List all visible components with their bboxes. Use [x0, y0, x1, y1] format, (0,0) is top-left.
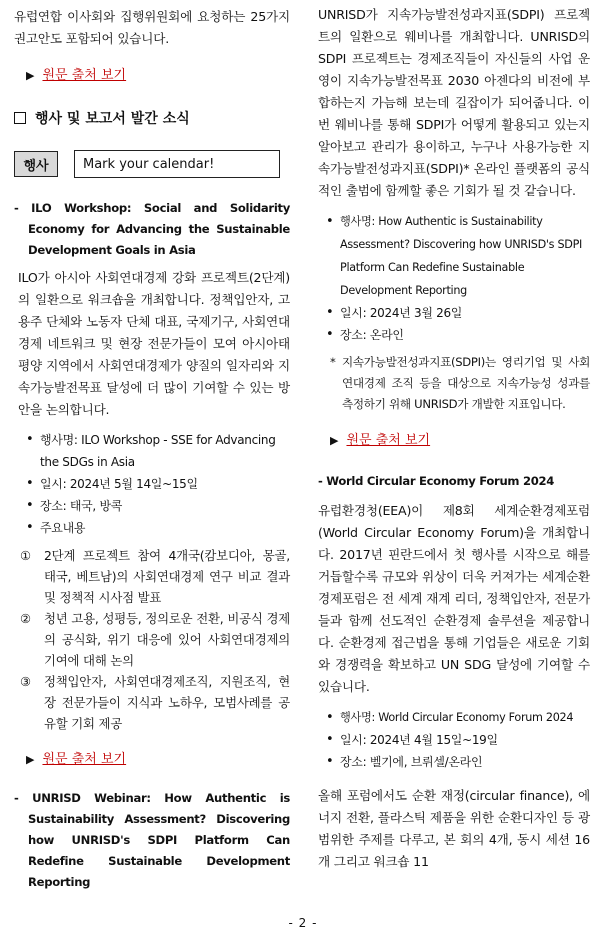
list-item: • 장소: 온라인: [326, 324, 590, 346]
event1-bullets: [14, 429, 290, 539]
footnote-text: 지속가능발전성과지표(SDPI)는 영리기업 및 사회연대경제 조직 등을 대상으로 지속가능성 성과를 측정하기 위해 UNRISD가 개발한 지표입니다.: [342, 355, 590, 411]
page-number: - 2 -: [288, 916, 318, 930]
footnote: [318, 352, 590, 415]
source-link-2[interactable]: [14, 750, 290, 770]
list-item: • 일시: 2024년 3월 26일: [326, 302, 590, 324]
list-item: • 행사명: World Circular Economy Forum 2024: [326, 706, 590, 729]
event-tag-text: Mark your calendar!: [74, 150, 280, 178]
asterisk-mark: *: [330, 355, 336, 369]
source-link-3[interactable]: [318, 431, 590, 451]
event2-bullets: [318, 210, 590, 346]
source-link-1[interactable]: [14, 66, 290, 86]
list-item: • 일시: 2024년 5월 14일~15일: [26, 473, 290, 495]
event3-body: 유럽환경청(EEA)이 제8회 세계순환경제포럼(World Circular Economy Forum)을 개최합니다. 2017년 핀란드에서 첫 행사를 시작으로 해를 거듭할수록 규모와 위상이 더욱 커져가는 세계순환경제포럼은 전 세계 재계 리더, 정책입안자, 전문가들과 함께 선도적인 순환경제 솔루션을 제공합니다. 순환경제 접근법을 통해 기업들은 새로운 기회와 경쟁력을 확보하고 UN SDG 달성에 기여할 수 있습니다.: [318, 503, 590, 694]
event1-numbered-list: [14, 545, 290, 734]
list-item: • 주요내용: [26, 517, 290, 539]
triangle-right-icon: ▶: [26, 753, 35, 766]
event2-body: UNRISD가 지속가능발전성과지표(SDPI) 프로젝트의 일환으로 웨비나를 개최합니다. UNRISD의 SDPI 프로젝트는 경제조직들이 자신들의 사업 운영이 지속가능발전목표 2030 아젠다의 비전에 부합하는지 가늠해 보는데 길잡이가 되어줍니다. 이번 웨비나를 통해 SDPI가 어떻게 활용되고 있는지 알아보고 관리가 용이하고, 누구나 사용가능한 지속가능발전성과지표(SDPI)* 온라인 플랫폼의 공식적인 출범에 함께할 좋은 기회가 될 것 같습니다.: [318, 7, 590, 198]
event-tag-label: 행사: [14, 151, 58, 177]
list-item: • 장소: 태국, 방콕: [26, 495, 290, 517]
event-tag-row: [14, 150, 290, 178]
checkbox-square-icon: [14, 112, 26, 124]
list-item: • 행사명: How Authentic is Sustainability Assessment? Discovering how UNRISD's SDPI Platform Can Redefine Sustainable Development Reporting: [326, 210, 590, 302]
left-column: [14, 0, 290, 893]
intro-paragraph: 유럽연합 이사회와 집행위원회에 요청하는 25가지 권고안도 포함되어 있습니다.: [14, 9, 290, 46]
numbered-item: ① 2단계 프로젝트 참여 4개국(캄보디아, 몽골, 태국, 베트남)의 사회연대경제 연구 비교 결과 및 정책적 시사점 발표: [20, 548, 290, 605]
right-column: [318, 0, 590, 873]
event3-title: - World Circular Economy Forum 2024: [318, 474, 555, 488]
source-link-text[interactable]: 원문 출처 보기: [346, 433, 431, 448]
list-item: • 일시: 2024년 4월 15일~19일: [326, 729, 590, 751]
event3-body-continued: 올해 포럼에서도 순환 재정(circular finance), 에너지 전환, 플라스틱 제품을 위한 순환디자인 등 광범위한 주제를 다루고, 본 회의 4개, 동시 세션 16개 그리고 워크숍 11: [318, 788, 590, 869]
source-link-text[interactable]: 원문 출처 보기: [42, 752, 127, 767]
source-link-text[interactable]: 원문 출처 보기: [42, 68, 127, 83]
list-item: • 장소: 벨기에, 브뤼셀/온라인: [326, 751, 590, 773]
triangle-right-icon: ▶: [26, 69, 35, 82]
numbered-item: ② 청년 고용, 성평등, 정의로운 전환, 비공식 경제의 공식화, 위기 대응에 있어 사회연대경제의 기여에 대해 논의: [20, 611, 290, 668]
section-heading-text: 행사 및 보고서 발간 소식: [35, 111, 190, 127]
numbered-item: ③ 정책입안자, 사회연대경제조직, 지원조직, 현장 전문가들이 지식과 노하우, 모범사례를 공유할 기회 제공: [20, 674, 290, 731]
triangle-right-icon: ▶: [330, 434, 339, 447]
event3-bullets: [318, 706, 590, 773]
event2-title: - UNRISD Webinar: How Authentic is Sustainability Assessment? Discovering how UNRISD's SDPI Platform Can Redefine Sustainable Development Reporting: [14, 791, 290, 889]
event1-body: ILO가 아시아 사회연대경제 강화 프로젝트(2단계)의 일환으로 워크숍을 개최합니다. 정책입안자, 고용주 단체와 노동자 단체 대표, 국제기구, 사회연대경제 네트워크 및 현장 전문가들이 모여 아시아태평양 지역에서 사회연대경제가 양질의 일자리와 지속가능발전목표 달성에 더 많이 기여할 수 있는 방안을 논의합니다.: [18, 270, 290, 417]
list-item: • 행사명: ILO Workshop - SSE for Advancing the SDGs in Asia: [26, 429, 290, 473]
section-heading: [14, 108, 290, 128]
event1-title: - ILO Workshop: Social and Solidarity Economy for Advancing the Sustainable Development Goals in Asia: [14, 201, 290, 257]
